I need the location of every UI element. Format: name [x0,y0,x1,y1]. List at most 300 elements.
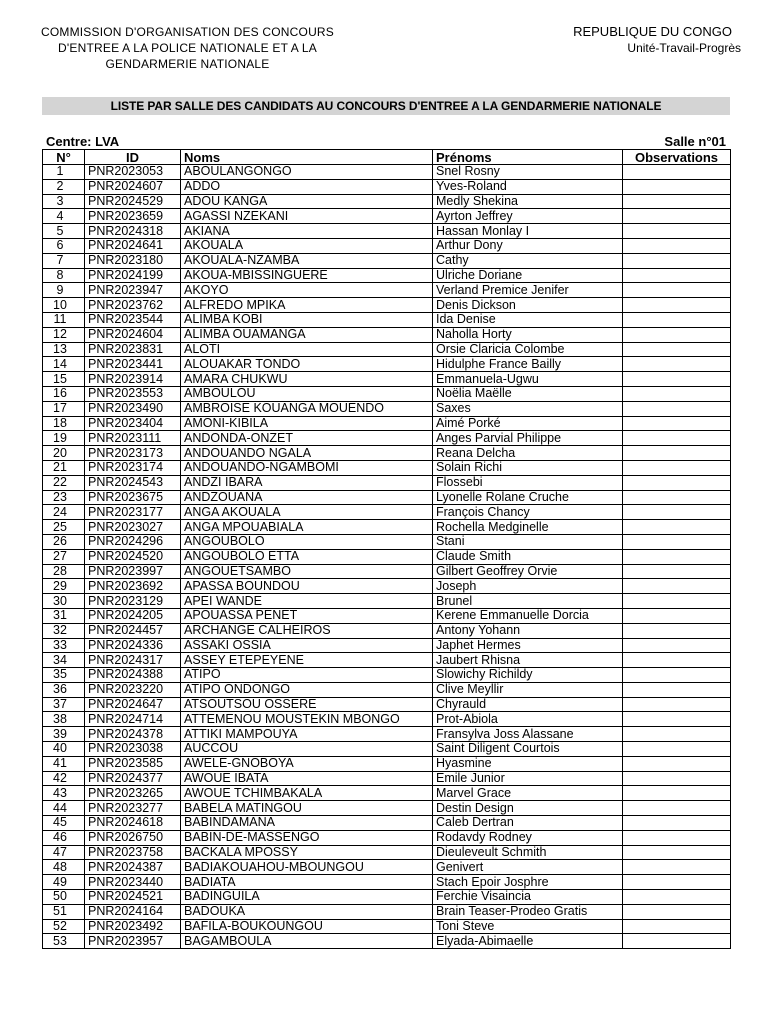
table-row [43,830,731,845]
cell-number: 15 [43,372,85,387]
cell-id: PNR2023277 [85,801,181,816]
cell-number: 6 [43,238,85,253]
cell-observation [623,312,731,327]
cell-nom: AKIANA [181,224,433,239]
cell-id: PNR2023404 [85,416,181,431]
cell-nom: AMONI-KIBILA [181,416,433,431]
table-row [43,594,731,609]
cell-nom: BABIN-DE-MASSENGO [181,830,433,845]
cell-observation [623,712,731,727]
cell-prenom: Marvel Grace [433,786,623,801]
cell-prenom: Ferchie Visaincia [433,890,623,905]
table-row [43,816,731,831]
cell-number: 41 [43,756,85,771]
cell-nom: ANDZOUANA [181,490,433,505]
cell-nom: ALIMBA KOBI [181,312,433,327]
cell-prenom: Japhet Hermes [433,638,623,653]
cell-prenom: Prot-Abiola [433,712,623,727]
cell-observation [623,224,731,239]
cell-id: PNR2023173 [85,446,181,461]
cell-number: 3 [43,194,85,209]
cell-nom: BAFILA-BOUKOUNGOU [181,919,433,934]
cell-observation [623,742,731,757]
commission-line-3: GENDARMERIE NATIONALE [105,57,270,71]
table-row [43,919,731,934]
cell-nom: AKOUA-MBISSINGUERE [181,268,433,283]
table-row [43,312,731,327]
table-row [43,608,731,623]
cell-nom: AWOUE TCHIMBAKALA [181,786,433,801]
cell-nom: ALOUAKAR TONDO [181,357,433,372]
cell-number: 22 [43,475,85,490]
cell-observation [623,401,731,416]
cell-nom: APOUASSA PENET [181,608,433,623]
cell-observation [623,460,731,475]
cell-id: PNR2023585 [85,756,181,771]
cell-number: 26 [43,534,85,549]
cell-number: 16 [43,386,85,401]
cell-prenom: Antony Yohann [433,623,623,638]
cell-number: 33 [43,638,85,653]
cell-prenom: Arthur Dony [433,238,623,253]
cell-number: 9 [43,283,85,298]
cell-id: PNR2024377 [85,771,181,786]
cell-id: PNR2023027 [85,520,181,535]
cell-nom: AWOUE IBATA [181,771,433,786]
cell-observation [623,890,731,905]
table-row [43,845,731,860]
cell-number: 40 [43,742,85,757]
cell-observation [623,238,731,253]
cell-number: 7 [43,253,85,268]
cell-observation [623,179,731,194]
cell-id: PNR2023831 [85,342,181,357]
col-header-number: N° [43,150,85,165]
cell-prenom: Hassan Monlay I [433,224,623,239]
cell-nom: ARCHANGE CALHEIROS [181,623,433,638]
cell-id: PNR2023053 [85,165,181,180]
table-row [43,179,731,194]
table-row [43,253,731,268]
cell-id: PNR2023947 [85,283,181,298]
cell-id: PNR2024378 [85,727,181,742]
cell-number: 48 [43,860,85,875]
cell-number: 47 [43,845,85,860]
cell-observation [623,298,731,313]
cell-id: PNR2023762 [85,298,181,313]
cell-id: PNR2023914 [85,372,181,387]
cell-observation [623,520,731,535]
cell-observation [623,446,731,461]
cell-prenom: Chyrauld [433,697,623,712]
cell-number: 51 [43,904,85,919]
cell-number: 8 [43,268,85,283]
cell-prenom: Lyonelle Rolane Cruche [433,490,623,505]
cell-prenom: Saxes [433,401,623,416]
cell-prenom: Fransylva Joss Alassane [433,727,623,742]
cell-nom: ALIMBA OUAMANGA [181,327,433,342]
table-row [43,224,731,239]
cell-nom: ANDZI IBARA [181,475,433,490]
cell-observation [623,165,731,180]
cell-prenom: Noëlia Maëlle [433,386,623,401]
cell-id: PNR2024543 [85,475,181,490]
cell-observation [623,342,731,357]
cell-prenom: Anges Parvial Philippe [433,431,623,446]
table-row [43,756,731,771]
cell-observation [623,682,731,697]
table-row [43,623,731,638]
cell-number: 23 [43,490,85,505]
cell-id: PNR2023111 [85,431,181,446]
cell-number: 17 [43,401,85,416]
table-row [43,490,731,505]
cell-nom: ALFREDO MPIKA [181,298,433,313]
cell-prenom: Dieuleveult Schmith [433,845,623,860]
col-header-id: ID [85,150,181,165]
cell-number: 46 [43,830,85,845]
commission-line-1: COMMISSION D'ORGANISATION DES CONCOURS [40,25,335,39]
cell-observation [623,579,731,594]
cell-observation [623,209,731,224]
cell-observation [623,505,731,520]
cell-prenom: Hyasmine [433,756,623,771]
cell-number: 52 [43,919,85,934]
table-row [43,520,731,535]
cell-observation [623,904,731,919]
cell-observation [623,372,731,387]
cell-number: 38 [43,712,85,727]
cell-observation [623,594,731,609]
table-row [43,786,731,801]
cell-observation [623,475,731,490]
cell-nom: ALOTI [181,342,433,357]
cell-nom: APASSA BOUNDOU [181,579,433,594]
table-row [43,298,731,313]
cell-observation [623,845,731,860]
cell-nom: AKOUALA [181,238,433,253]
cell-observation [623,801,731,816]
cell-id: PNR2024607 [85,179,181,194]
cell-id: PNR2024336 [85,638,181,653]
cell-nom: AMBOULOU [181,386,433,401]
cell-prenom: Orsie Claricia Colombe [433,342,623,357]
cell-observation [623,253,731,268]
cell-number: 20 [43,446,85,461]
cell-number: 2 [43,179,85,194]
cell-number: 43 [43,786,85,801]
cell-nom: BACKALA MPOSSY [181,845,433,860]
cell-prenom: Yves-Roland [433,179,623,194]
cell-number: 44 [43,801,85,816]
cell-number: 49 [43,875,85,890]
table-row [43,697,731,712]
table-row [43,475,731,490]
cell-nom: ATIPO ONDONGO [181,682,433,697]
cell-id: PNR2024388 [85,668,181,683]
table-row [43,579,731,594]
cell-nom: BADINGUILA [181,890,433,905]
table-row [43,209,731,224]
cell-prenom: Caleb Dertran [433,816,623,831]
cell-number: 11 [43,312,85,327]
cell-observation [623,756,731,771]
cell-prenom: Kerene Emmanuelle Dorcia [433,608,623,623]
cell-id: PNR2023129 [85,594,181,609]
cell-nom: ASSEY ETEPEYENE [181,653,433,668]
cell-prenom: Joseph [433,579,623,594]
cell-prenom: Denis Dickson [433,298,623,313]
table-row [43,771,731,786]
cell-prenom: Clive Meyllir [433,682,623,697]
cell-prenom: François Chancy [433,505,623,520]
cell-nom: ANGOUBOLO [181,534,433,549]
cell-nom: ATTIKI MAMPOUYA [181,727,433,742]
cell-prenom: Slowichy Richildy [433,668,623,683]
table-body [43,165,731,949]
commission-line-2: D'ENTREE A LA POLICE NATIONALE ET A LA [58,41,317,55]
cell-prenom: Reana Delcha [433,446,623,461]
cell-id: PNR2024714 [85,712,181,727]
cell-id: PNR2024520 [85,549,181,564]
cell-nom: BADIAKOUAHOU-MBOUNGOU [181,860,433,875]
cell-id: PNR2023174 [85,460,181,475]
cell-id: PNR2024521 [85,890,181,905]
cell-nom: AMBROISE KOUANGA MOUENDO [181,401,433,416]
centre-label: Centre: LVA [46,134,120,149]
cell-id: PNR2024387 [85,860,181,875]
cell-observation [623,386,731,401]
cell-number: 12 [43,327,85,342]
table-row [43,342,731,357]
document-title: LISTE PAR SALLE DES CANDIDATS AU CONCOURS D'ENTREE A LA GENDARMERIE NATIONALE [42,97,730,115]
cell-prenom: Ida Denise [433,312,623,327]
cell-number: 50 [43,890,85,905]
cell-prenom: Rochella Medginelle [433,520,623,535]
cell-observation [623,727,731,742]
cell-nom: ADDO [181,179,433,194]
table-row [43,386,731,401]
cell-id: PNR2024647 [85,697,181,712]
cell-id: PNR2023544 [85,312,181,327]
cell-id: PNR2024205 [85,608,181,623]
cell-id: PNR2023675 [85,490,181,505]
cell-number: 39 [43,727,85,742]
cell-id: PNR2023265 [85,786,181,801]
table-row [43,194,731,209]
cell-observation [623,194,731,209]
cell-nom: ANGOUBOLO ETTA [181,549,433,564]
table-row [43,446,731,461]
table-row [43,860,731,875]
cell-number: 35 [43,668,85,683]
cell-nom: BADOUKA [181,904,433,919]
cell-number: 45 [43,816,85,831]
cell-number: 27 [43,549,85,564]
cell-observation [623,830,731,845]
cell-observation [623,638,731,653]
cell-prenom: Flossebi [433,475,623,490]
cell-nom: BABELA MATINGOU [181,801,433,816]
cell-number: 31 [43,608,85,623]
cell-prenom: Brunel [433,594,623,609]
cell-observation [623,919,731,934]
cell-prenom: Elyada-Abimaelle [433,934,623,949]
cell-nom: ANGA MPOUABIALA [181,520,433,535]
cell-observation [623,268,731,283]
cell-number: 21 [43,460,85,475]
cell-id: PNR2024199 [85,268,181,283]
cell-number: 4 [43,209,85,224]
cell-id: PNR2024318 [85,224,181,239]
table-row [43,238,731,253]
cell-id: PNR2023692 [85,579,181,594]
cell-nom: APEI WANDE [181,594,433,609]
cell-id: PNR2024641 [85,238,181,253]
table-row [43,534,731,549]
table-row [43,401,731,416]
cell-prenom: Brain Teaser-Prodeo Gratis [433,904,623,919]
cell-id: PNR2024296 [85,534,181,549]
cell-id: PNR2026750 [85,830,181,845]
table-row [43,357,731,372]
cell-nom: ANDOUANDO-NGAMBOMI [181,460,433,475]
table-row [43,653,731,668]
table-row [43,934,731,949]
table-row [43,904,731,919]
cell-number: 5 [43,224,85,239]
cell-id: PNR2024164 [85,904,181,919]
salle-label: Salle n°01 [664,134,726,149]
cell-nom: AWELE-GNOBOYA [181,756,433,771]
cell-nom: ATTEMENOU MOUSTEKIN MBONGO [181,712,433,727]
cell-nom: ATSOUTSOU OSSERE [181,697,433,712]
cell-id: PNR2023758 [85,845,181,860]
cell-prenom: Aimé Porké [433,416,623,431]
table-row [43,712,731,727]
cell-number: 29 [43,579,85,594]
cell-id: PNR2023180 [85,253,181,268]
cell-number: 24 [43,505,85,520]
table-row [43,505,731,520]
cell-number: 1 [43,165,85,180]
cell-id: PNR2024618 [85,816,181,831]
cell-prenom: Ayrton Jeffrey [433,209,623,224]
cell-prenom: Genivert [433,860,623,875]
cell-prenom: Stach Epoir Josphre [433,875,623,890]
cell-prenom: Hidulphe France Bailly [433,357,623,372]
cell-observation [623,934,731,949]
table-row [43,431,731,446]
table-row [43,268,731,283]
cell-observation [623,416,731,431]
cell-observation [623,490,731,505]
table-row [43,638,731,653]
cell-id: PNR2023492 [85,919,181,934]
republic-motto: Unité-Travail-Progrès [627,41,741,55]
cell-nom: AKOYO [181,283,433,298]
cell-number: 30 [43,594,85,609]
table-row [43,327,731,342]
cell-nom: ADOU KANGA [181,194,433,209]
cell-nom: ATIPO [181,668,433,683]
commission-header [30,24,345,72]
cell-nom: BAGAMBOULA [181,934,433,949]
cell-prenom: Rodavdy Rodney [433,830,623,845]
cell-prenom: Solain Richi [433,460,623,475]
cell-observation [623,431,731,446]
cell-id: PNR2023220 [85,682,181,697]
cell-number: 10 [43,298,85,313]
table-row [43,549,731,564]
cell-id: PNR2023440 [85,875,181,890]
cell-id: PNR2024317 [85,653,181,668]
cell-nom: AUCCOU [181,742,433,757]
room-info [42,134,726,150]
cell-id: PNR2023038 [85,742,181,757]
cell-prenom: Saint Diligent Courtois [433,742,623,757]
cell-prenom: Ulriche Doriane [433,268,623,283]
cell-observation [623,549,731,564]
table-row [43,283,731,298]
cell-id: PNR2023177 [85,505,181,520]
republic-name: REPUBLIQUE DU CONGO [573,24,732,39]
republic-header [481,24,741,56]
cell-prenom: Claude Smith [433,549,623,564]
cell-number: 14 [43,357,85,372]
cell-number: 53 [43,934,85,949]
cell-id: PNR2023997 [85,564,181,579]
cell-observation [623,623,731,638]
cell-observation [623,875,731,890]
cell-observation [623,327,731,342]
cell-prenom: Naholla Horty [433,327,623,342]
table-row [43,564,731,579]
cell-nom: BADIATA [181,875,433,890]
cell-nom: ANGA AKOUALA [181,505,433,520]
col-header-noms: Noms [181,150,433,165]
cell-prenom: Emile Junior [433,771,623,786]
cell-nom: ANGOUETSAMBO [181,564,433,579]
cell-observation [623,608,731,623]
cell-id: PNR2024604 [85,327,181,342]
cell-number: 32 [43,623,85,638]
cell-number: 37 [43,697,85,712]
cell-number: 25 [43,520,85,535]
table-row [43,668,731,683]
cell-nom: ABOULANGONGO [181,165,433,180]
cell-number: 42 [43,771,85,786]
cell-observation [623,534,731,549]
cell-id: PNR2023490 [85,401,181,416]
cell-number: 18 [43,416,85,431]
cell-nom: AGASSI NZEKANI [181,209,433,224]
cell-number: 34 [43,653,85,668]
cell-prenom: Emmanuela-Ugwu [433,372,623,387]
cell-id: PNR2023441 [85,357,181,372]
cell-observation [623,357,731,372]
cell-observation [623,697,731,712]
cell-observation [623,786,731,801]
cell-prenom: Jaubert Rhisna [433,653,623,668]
candidates-table [42,149,731,949]
cell-id: PNR2024457 [85,623,181,638]
cell-number: 13 [43,342,85,357]
cell-observation [623,564,731,579]
table-header-row [43,150,731,165]
cell-nom: BABINDAMANA [181,816,433,831]
table-row [43,460,731,475]
